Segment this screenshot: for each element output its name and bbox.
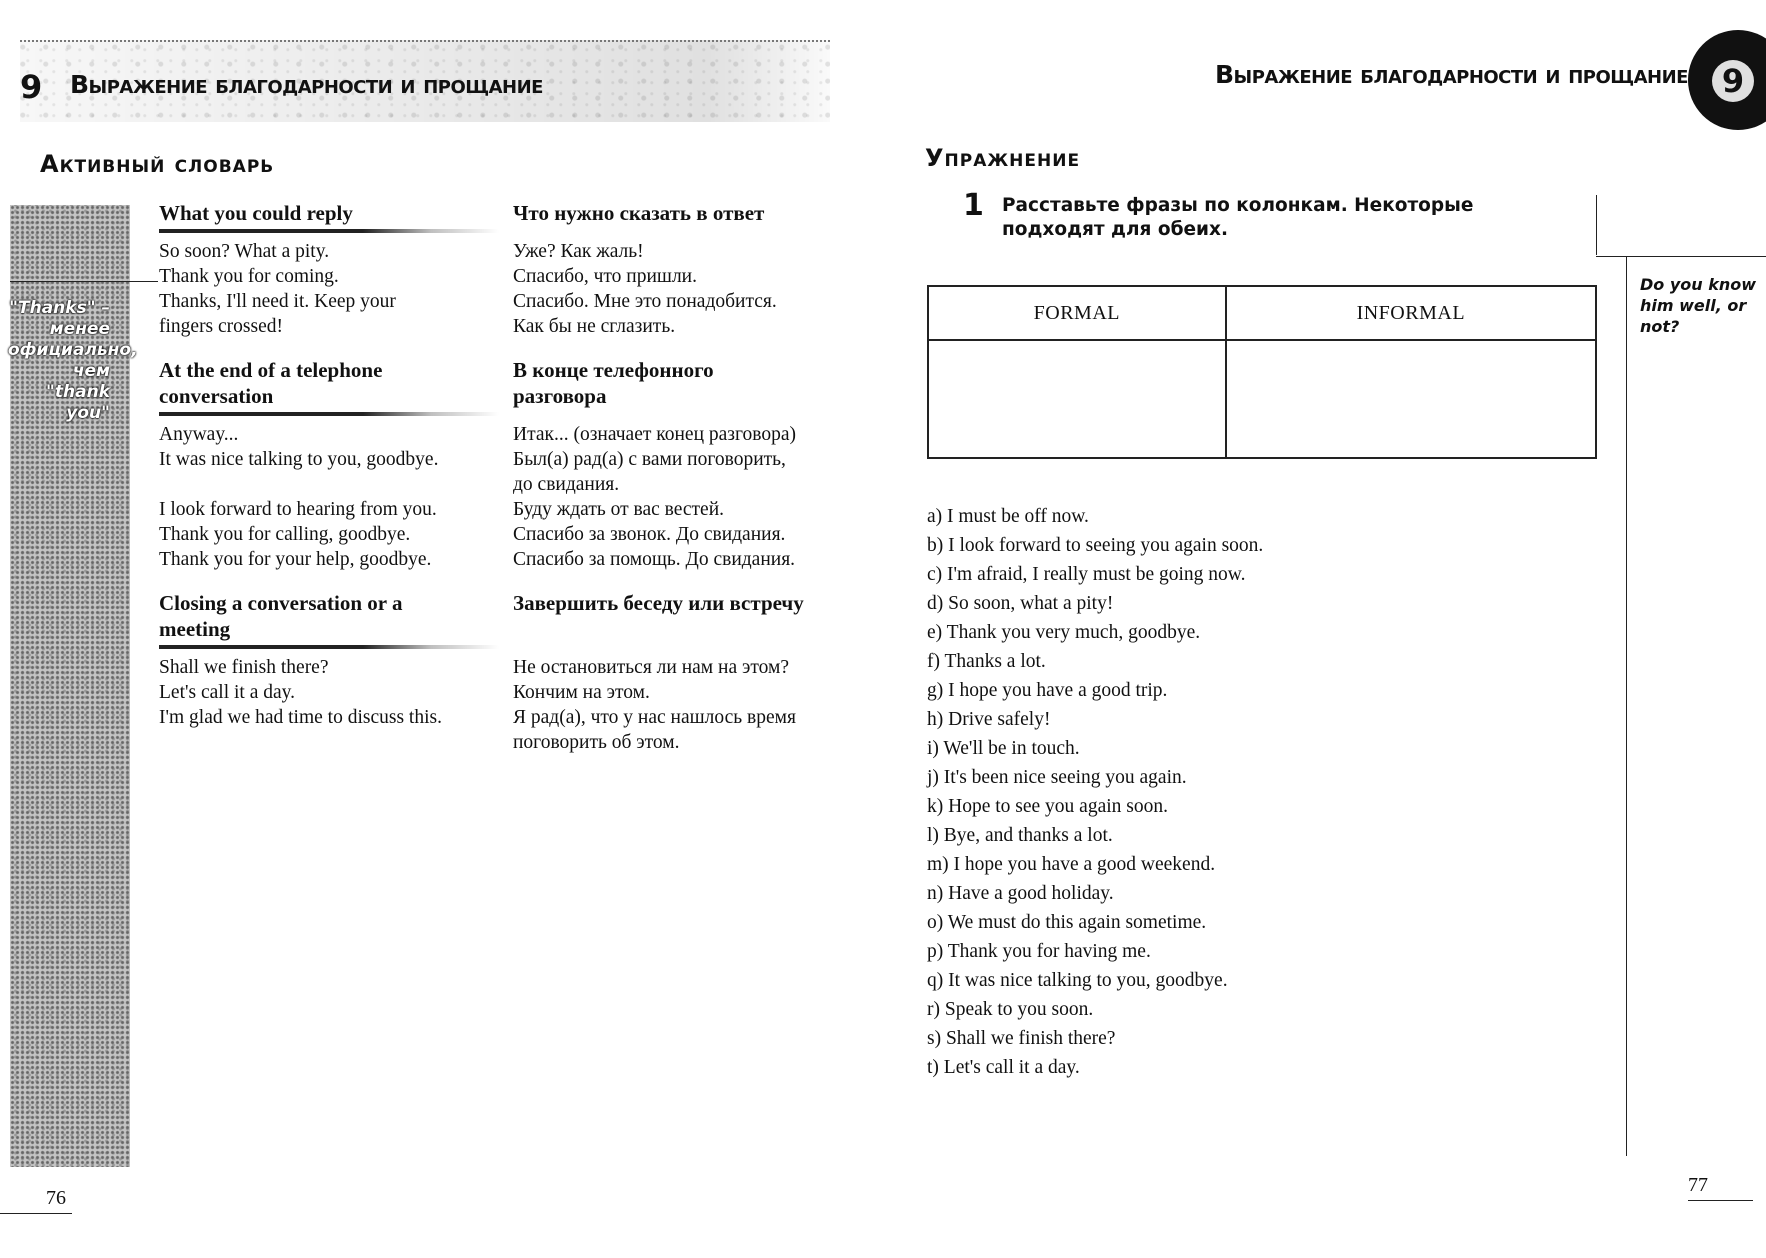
section-heading-en: What you could reply [159, 201, 353, 225]
informal-answer-cell[interactable] [1226, 340, 1596, 458]
page-number-left: 76 [46, 1187, 66, 1209]
margin-divider [1596, 256, 1766, 257]
list-item: t) Let's call it a day. [927, 1057, 1080, 1078]
list-item: a) I must be off now. [927, 506, 1089, 527]
phrase-ru: Не остановиться ли нам на этом? [513, 657, 789, 678]
phrase-en: It was nice talking to you, goodbye. [159, 449, 439, 470]
section-heading-en: At the end of a telephone conversation [159, 358, 383, 408]
list-item: g) I hope you have a good trip. [927, 680, 1168, 701]
phrase-en: Thank you for your help, goodbye. [159, 549, 432, 570]
list-item: m) I hope you have a good weekend. [927, 854, 1216, 875]
phrase-ru: Спасибо за звонок. До свидания. [513, 524, 786, 545]
page-number-rule [0, 1213, 72, 1214]
list-item: q) It was nice talking to you, goodbye. [927, 970, 1228, 991]
phrase-en: Let's call it a day. [159, 682, 295, 703]
phrase-en: Thank you for calling, goodbye. [159, 524, 411, 545]
active-vocabulary-heading: Активный словарь [40, 150, 275, 178]
chapter-badge-number: 9 [1712, 60, 1754, 102]
phrase-ru: Как бы не сглазить. [513, 316, 676, 337]
phrase-ru: Спасибо. Мне это понадобится. [513, 291, 777, 312]
task-instruction: Расставьте фразы по колонкам. Некоторые подходят для обеих. [1002, 195, 1474, 240]
list-item: h) Drive safely! [927, 709, 1051, 730]
phrase-en: Thanks, I'll need it. Keep your [159, 291, 396, 312]
formal-answer-cell[interactable] [928, 340, 1226, 458]
russian-column [513, 200, 853, 755]
chapter-number: 9 [20, 68, 43, 106]
side-note-pointer-line [10, 281, 158, 282]
list-item: c) I'm afraid, I really must be going now. [927, 564, 1246, 585]
list-item: b) I look forward to seeing you again soon. [927, 535, 1264, 556]
list-item: j) It's been nice seeing you again. [927, 767, 1187, 788]
phrase-en: I look forward to hearing from you. [159, 499, 437, 520]
heading-rule [159, 229, 499, 233]
list-item: i) We'll be in touch. [927, 738, 1080, 759]
section-heading-en: Closing a conversation or a meeting [159, 591, 403, 641]
list-item: k) Hope to see you again soon. [927, 796, 1168, 817]
formal-informal-table [927, 285, 1597, 459]
list-item: f) Thanks a lot. [927, 651, 1046, 672]
phrase-en: I'm glad we had time to discuss this. [159, 707, 442, 728]
list-item: o) We must do this again sometime. [927, 912, 1207, 933]
chapter-title: Выражение благодарности и прощание [70, 70, 543, 99]
phrase-ru: Уже? Как жаль! [513, 241, 644, 262]
phrase-ru: поговорить об этом. [513, 732, 680, 753]
section-heading-ru: Что нужно сказать в ответ [513, 201, 765, 225]
phrase-ru: Спасибо за помощь. До свидания. [513, 549, 796, 570]
side-note: "Thanks" – менее официально, чем "thank you" [8, 298, 138, 423]
informal-column-header: INFORMAL [1226, 286, 1596, 340]
chapter-badge [1688, 30, 1766, 130]
phrase-ru: Был(а) рад(а) с вами поговорить, [513, 449, 786, 470]
phrase-en: Thank you for coming. [159, 266, 339, 287]
heading-rule [159, 412, 499, 416]
phrase-ru: Я рад(а), что у нас нашлось время [513, 707, 796, 728]
blank-line [159, 472, 499, 497]
heading-rule [159, 645, 499, 649]
list-item: l) Bye, and thanks a lot. [927, 825, 1113, 846]
list-item: d) So soon, what a pity! [927, 593, 1114, 614]
phrase-ru: Буду ждать от вас вестей. [513, 499, 725, 520]
list-item: e) Thank you very much, goodbye. [927, 622, 1201, 643]
phrase-en: Shall we finish there? [159, 657, 329, 678]
list-item: n) Have a good holiday. [927, 883, 1114, 904]
left-chapter-header [20, 40, 830, 122]
english-column [159, 200, 499, 730]
section-heading-ru: Завершить беседу или встречу [513, 591, 804, 615]
phrase-ru: Спасибо, что пришли. [513, 266, 697, 287]
list-item: p) Thank you for having me. [927, 941, 1151, 962]
margin-divider [1596, 195, 1597, 255]
phrase-en: So soon? What a pity. [159, 241, 330, 262]
phrase-ru: до свидания. [513, 474, 620, 495]
phrase-en: Anyway... [159, 424, 239, 445]
exercise-heading: Упражнение [925, 144, 1081, 172]
phrase-ru: Кончим на этом. [513, 682, 650, 703]
section-heading-ru: В конце телефонного разговора [513, 358, 714, 408]
phrase-ru: Итак... (означает конец разговора) [513, 424, 796, 445]
list-item: r) Speak to you soon. [927, 999, 1094, 1020]
margin-divider [1626, 256, 1627, 1156]
formal-column-header: FORMAL [928, 286, 1226, 340]
margin-note: Do you know him well, or not? [1640, 275, 1757, 336]
task-number: 1 [963, 188, 984, 223]
list-item: s) Shall we finish there? [927, 1028, 1116, 1049]
phrase-en: fingers crossed! [159, 316, 283, 337]
phrase-list [927, 502, 1263, 1082]
right-chapter-title: Выражение благодарности и прощание [1215, 60, 1688, 89]
page-number-right: 77 [1688, 1174, 1708, 1196]
page-number-rule [1688, 1200, 1753, 1201]
